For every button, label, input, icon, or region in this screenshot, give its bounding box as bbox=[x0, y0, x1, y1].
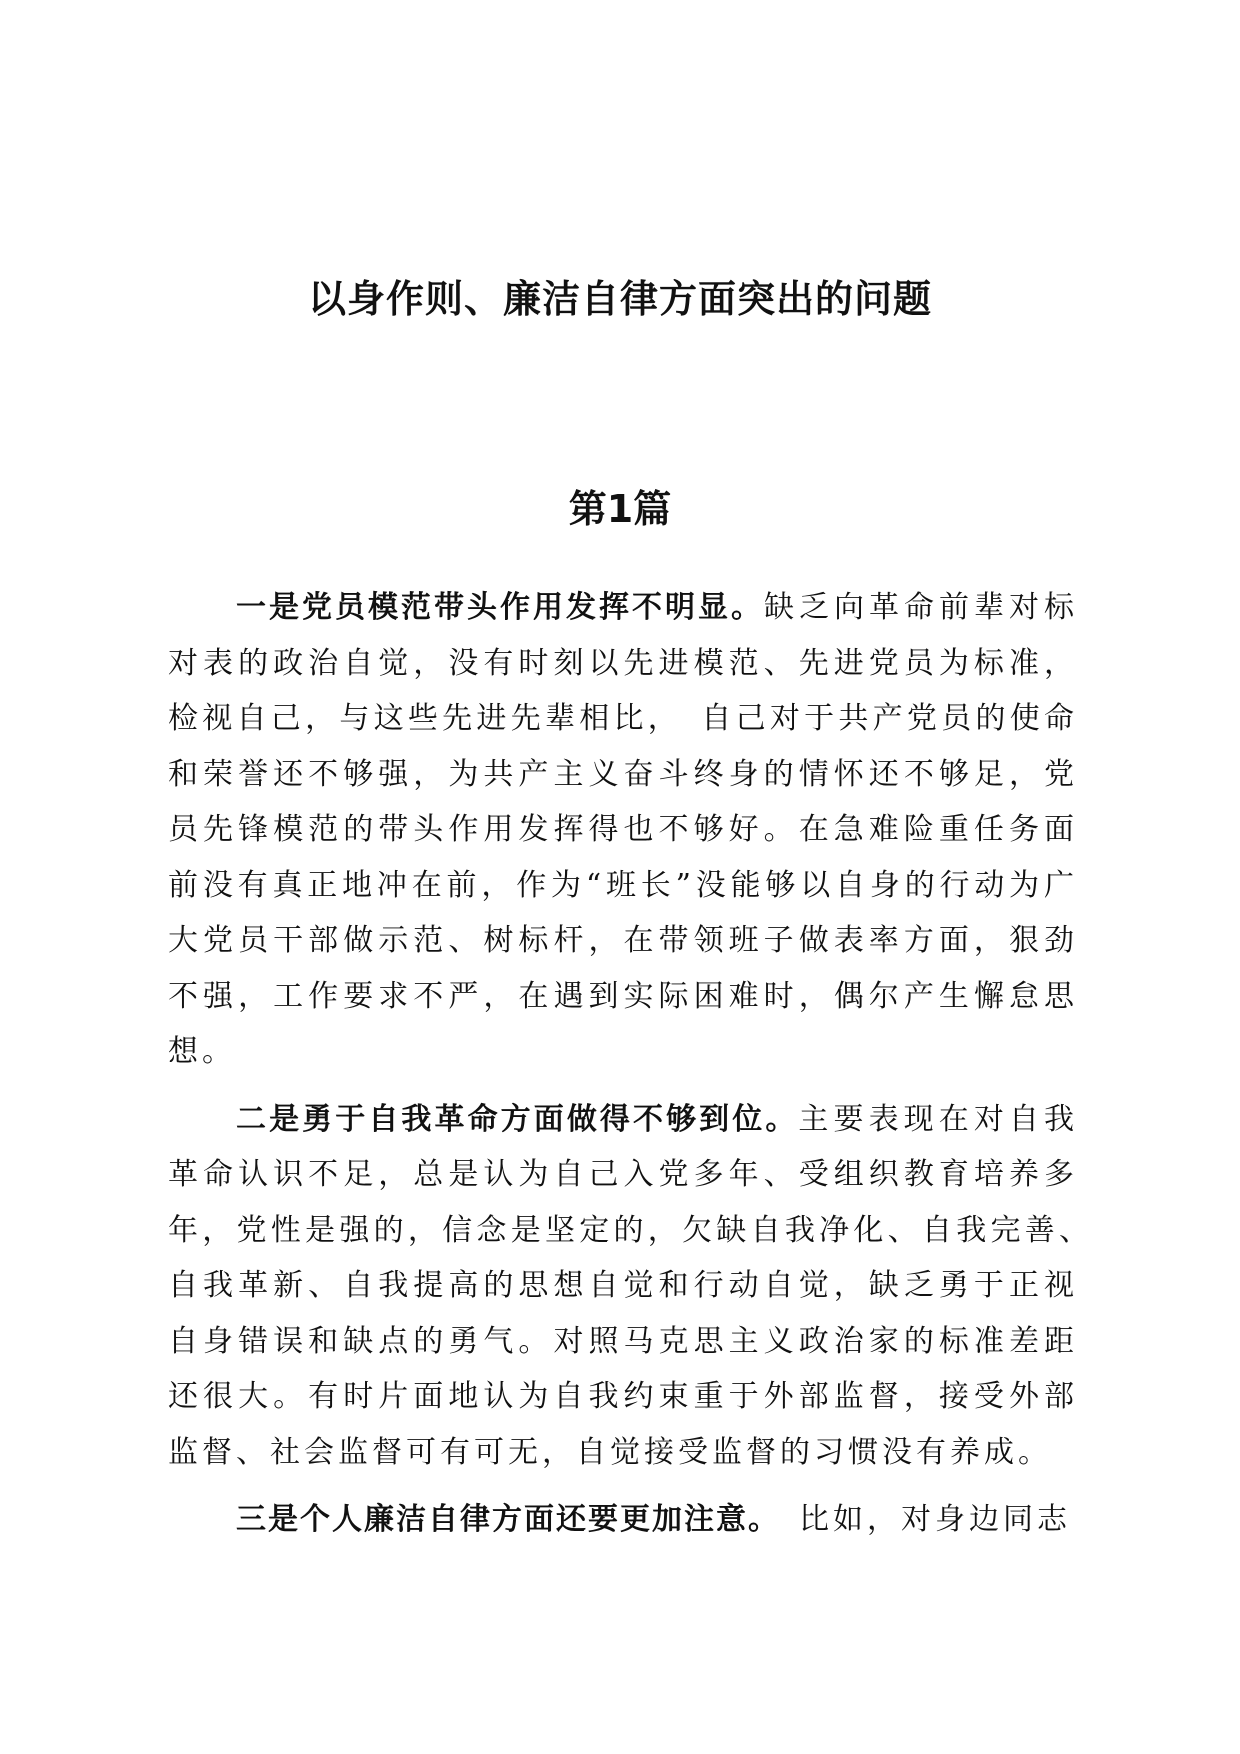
document-title: 以身作则、廉洁自律方面突出的问题 bbox=[307, 277, 932, 321]
paragraph-3-lead: 三是个人廉洁自律方面还要更加注意。 bbox=[236, 1502, 765, 1537]
paragraph-2 bbox=[168, 1092, 1112, 1481]
paragraph-3 bbox=[168, 1492, 1078, 1548]
paragraph-1-lead: 一是党员模范带头作用发挥不明显。 bbox=[236, 590, 764, 625]
paragraph-1 bbox=[168, 580, 1078, 1080]
section-title: 第1篇 bbox=[568, 487, 672, 531]
paragraph-3-text: 比如，对身边同志 bbox=[765, 1502, 1071, 1537]
paragraph-2-lead: 二是勇于自我革命方面做得不够到位。 bbox=[236, 1101, 799, 1137]
document-body bbox=[168, 580, 1112, 1560]
paragraph-1-text: 缺乏向革命前辈对标对表的政治自觉，没有时刻以先进模范、先进党员为标准，检视自己，与这些先进先辈相比， 自己对于共产党员的使命和荣誉还不够强，为共产主义奋斗终身的情怀还不够足，党员先锋模范的带头作用发挥得也不够好。在急难险重任务面前没有真正地冲在前，作为“班长”没能够以自身的行动为广大党员干部做示范、树标杆，在带领班子做表率方面，狠劲不强，工作要求不严，在遇到实际困难时，偶尔产生懈怠思想。 bbox=[168, 590, 1078, 1069]
paragraph-2-text: 主要表现在对自我革命认识不足，总是认为自己入党多年、受组织教育培养多年，党性是强的，信念是坚定的，欠缺自我净化、自我完善、 自我革新、自我提高的思想自觉和行动自觉，缺乏勇于正视自身错误和缺点的勇气。对照马克思主义政治家的标准差距还很大。有时片面地认为自我约束重于外部监督，接受外部监督、社会监督可有可无，自觉接受监督的习惯没有养成。 bbox=[168, 1101, 1112, 1470]
